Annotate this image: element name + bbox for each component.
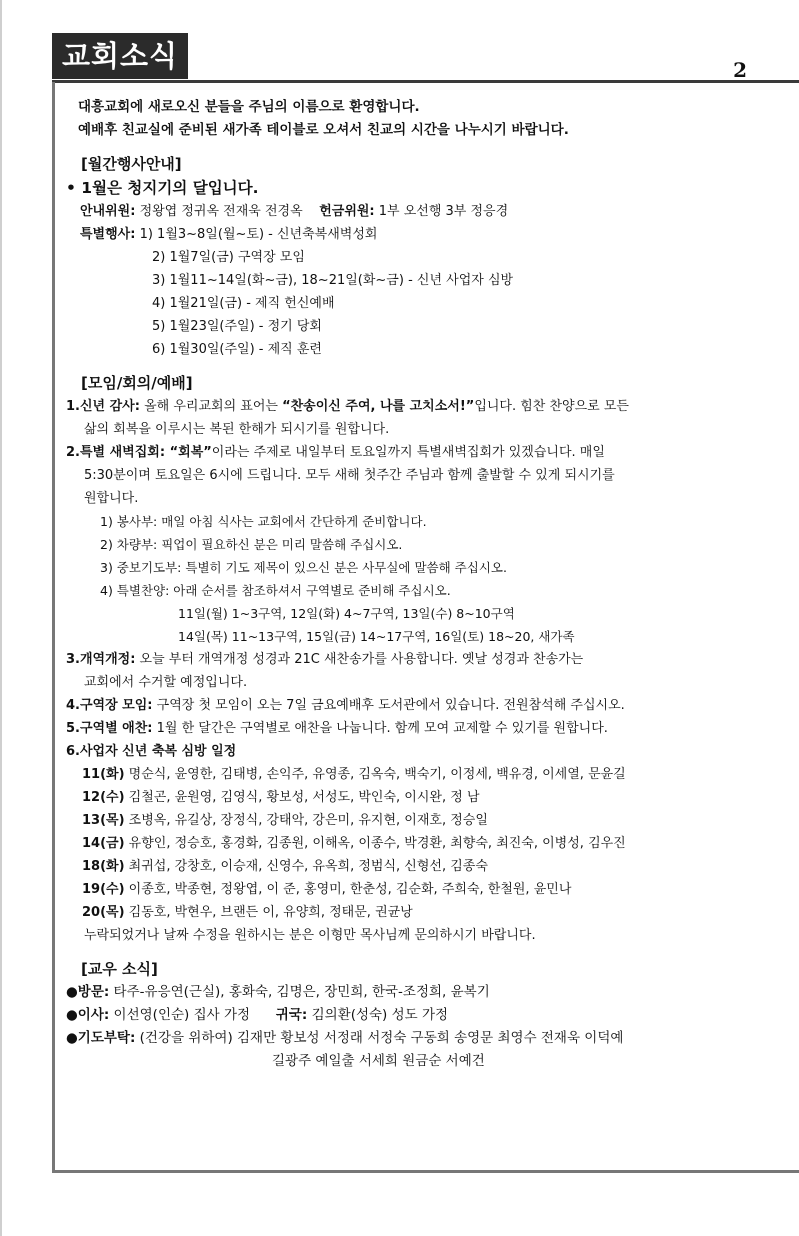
news-text: (건강을 위하여) 김재만 황보성 서정래 서정숙 구동희 송영문 최영수 전재욱 이덕예 [135,1030,624,1046]
offering-label: 헌금위원: [319,204,375,219]
visit-names: 김동호, 박현우, 브랜든 이, 유양희, 정태문, 권균낭 [124,905,413,920]
visit-names: 조병옥, 유길상, 장정식, 강태악, 강은미, 유지현, 이재호, 정승일 [124,813,488,828]
item-label: 3.개역개정: [66,652,136,667]
visit-names: 이종호, 박종현, 정왕엽, 이 준, 홍영미, 한춘성, 김순화, 주희숙, 한철원, 윤민나 [124,882,572,897]
praise-schedule-row: 14일(목) 11~13구역, 15일(금) 14~17구역, 16일(토) 18~20, 새가족 [178,629,575,644]
service-sub-item: 1) 봉사부: 매일 아침 식사는 교회에서 간단하게 준비합니다. [100,514,427,529]
visit-day: 11(화) [82,767,125,782]
leaders-meeting [66,694,791,717]
service-sub-item: 4) 특별찬양: 아래 순서를 참조하셔서 구역별로 준비해 주십시오. [100,583,451,598]
news-label: 귀국: [275,1007,308,1023]
visit-names: 김철곤, 윤원영, 김영식, 황보성, 서성도, 박인숙, 이시완, 정 남 [124,790,480,805]
fellowship-line: 예배후 친교실에 준비된 새가족 테이블로 오셔서 친교의 시간을 나누시기 바랍니다. [78,122,569,138]
special-dawn-service [66,441,791,464]
item-continuation: 삶의 회복을 이루시는 복된 한해가 되시기를 원합니다. [84,422,390,437]
monthly-events-heading: [월간행사안내] [81,155,182,173]
item-text: 오늘 부터 개역개정 성경과 21C 새찬송가를 사용합니다. 옛날 성경과 찬송가는 [135,652,584,667]
visitation-row [66,763,791,786]
visit-names: 최귀섭, 강창호, 이승재, 신영수, 유옥희, 정범식, 신형선, 김종숙 [124,859,488,874]
district-fellowship [66,717,791,740]
page-number: 2 [733,58,747,82]
visitation-row [66,786,791,809]
new-year-thanks [66,395,791,418]
service-sub-item: 2) 차량부: 픽업이 필요하신 분은 미리 말씀해 주십시오. [100,537,403,552]
page-edge [0,0,2,1236]
item-label: 2.특별 새벽집회: [66,445,166,460]
offering-names: 1부 오선행 3부 정응경 [374,204,509,219]
page-title: 교회소식 [52,33,188,79]
service-sub-item: 3) 중보기도부: 특별히 기도 제목이 있으신 분은 사무실에 말씀해 주십시오. [100,560,507,575]
visit-names: 명순식, 윤영한, 김태병, 손익주, 유영종, 김옥숙, 백숙기, 이정세, 백유경, 이세열, 문윤길 [124,767,626,782]
item-text: 구역장 첫 모임이 오는 7일 금요예배후 도서관에서 있습니다. 전원참석해 주십시오. [152,698,625,713]
visits-news [66,981,791,1004]
event-item: 3) 1월11~14일(화~금), 18~21일(화~금) - 신년 사업자 심방 [152,273,514,288]
frame-left-border [52,82,55,1172]
frame-bottom-border [52,1170,799,1173]
visit-day: 14(금) [82,836,125,851]
visitation-row [66,832,791,855]
event-item: 5) 1월23일(주일) - 정기 당회 [152,319,322,334]
news-label: ●기도부탁: [66,1030,136,1046]
prayer-requests-continued: 길광주 예일출 서세희 원금순 서예건 [272,1053,485,1069]
item-continuation: 원합니다. [84,491,139,506]
service-theme: “회복” [165,445,212,460]
visit-day: 13(목) [82,813,125,828]
event-item: 2) 1월7일(금) 구역장 모임 [152,250,305,265]
event-item: 6) 1월30일(주일) - 제직 훈련 [152,342,322,357]
item-label: 5.구역별 애찬: [66,721,153,736]
member-news-heading: [교우 소식] [81,960,158,978]
item-text: 올해 우리교회의 표어는 [139,399,283,414]
visit-day: 19(수) [82,882,125,897]
item-text: 입니다. 힘찬 찬양으로 모든 [474,399,629,414]
news-label: ●방문: [66,984,110,1000]
event-item: 4) 1월21일(금) - 제직 헌신예배 [152,296,335,311]
visit-day: 20(목) [82,905,125,920]
visitation-row [66,901,791,924]
bulletin-content [66,96,791,1073]
item-text: 1월 한 달간은 구역별로 애찬을 나눕니다. 함께 모여 교제할 수 있기를 원합니다. [152,721,608,736]
item-text: 이라는 주제로 내일부터 토요일까지 특별새벽집회가 있겠습니다. 매일 [211,445,605,460]
visitation-schedule-label: 6.사업자 신년 축복 심방 일정 [66,744,237,759]
praise-schedule-row: 11일(월) 1~3구역, 12일(화) 4~7구역, 13일(수) 8~10구역 [178,606,515,621]
welcome-line: 대흥교회에 새로오신 분들을 주님의 이름으로 환영합니다. [78,99,420,115]
revised-bible-notice [66,648,791,671]
ushers-label: 안내위원: [80,204,136,219]
visit-day: 12(수) [82,790,125,805]
church-motto: “찬송이신 주여, 나를 고치소서!” [282,399,475,414]
visitation-row [66,878,791,901]
committee-line [66,200,791,223]
item-continuation: 교회에서 수거할 예정입니다. [84,675,248,690]
visitation-row [66,809,791,832]
visitation-note: 누락되었거나 날짜 수정을 원하시는 분은 이형만 목사님께 문의하시기 바랍니다. [84,928,536,943]
visit-names: 유향인, 정승호, 홍경화, 김종원, 이해옥, 이종수, 박경환, 최향숙, 최진숙, 이병성, 김우진 [124,836,626,851]
event-text: 1) 1월3~8일(월~토) - 신년축복새벽성회 [135,227,378,242]
news-text: 김의환(성숙) 성도 가정 [307,1007,449,1023]
news-text: 이선영(인순) 집사 가정 [109,1007,251,1023]
special-events-label: 특별행사: [80,227,136,242]
visit-day: 18(화) [82,859,125,874]
item-continuation: 5:30분이며 토요일은 6시에 드립니다. 모두 새해 첫주간 주님과 함께 출발할 수 있게 되시기를 [84,468,615,483]
moving-news [66,1004,791,1027]
header-divider [52,80,799,83]
monthly-theme: • 1월은 청지기의 달입니다. [66,179,259,197]
news-text: 타주-유응연(근실), 홍화숙, 김명은, 장민희, 한국-조정희, 윤복기 [109,984,490,1000]
visitation-row [66,855,791,878]
news-label: ●이사: [66,1007,110,1023]
item-label: 1.신년 감사: [66,399,140,414]
ushers-names: 정왕엽 정귀옥 전재욱 전경옥 [135,204,303,219]
event-item [66,223,791,246]
item-label: 4.구역장 모임: [66,698,153,713]
prayer-requests [66,1027,791,1050]
meetings-heading: [모임/회의/예배] [81,374,193,392]
